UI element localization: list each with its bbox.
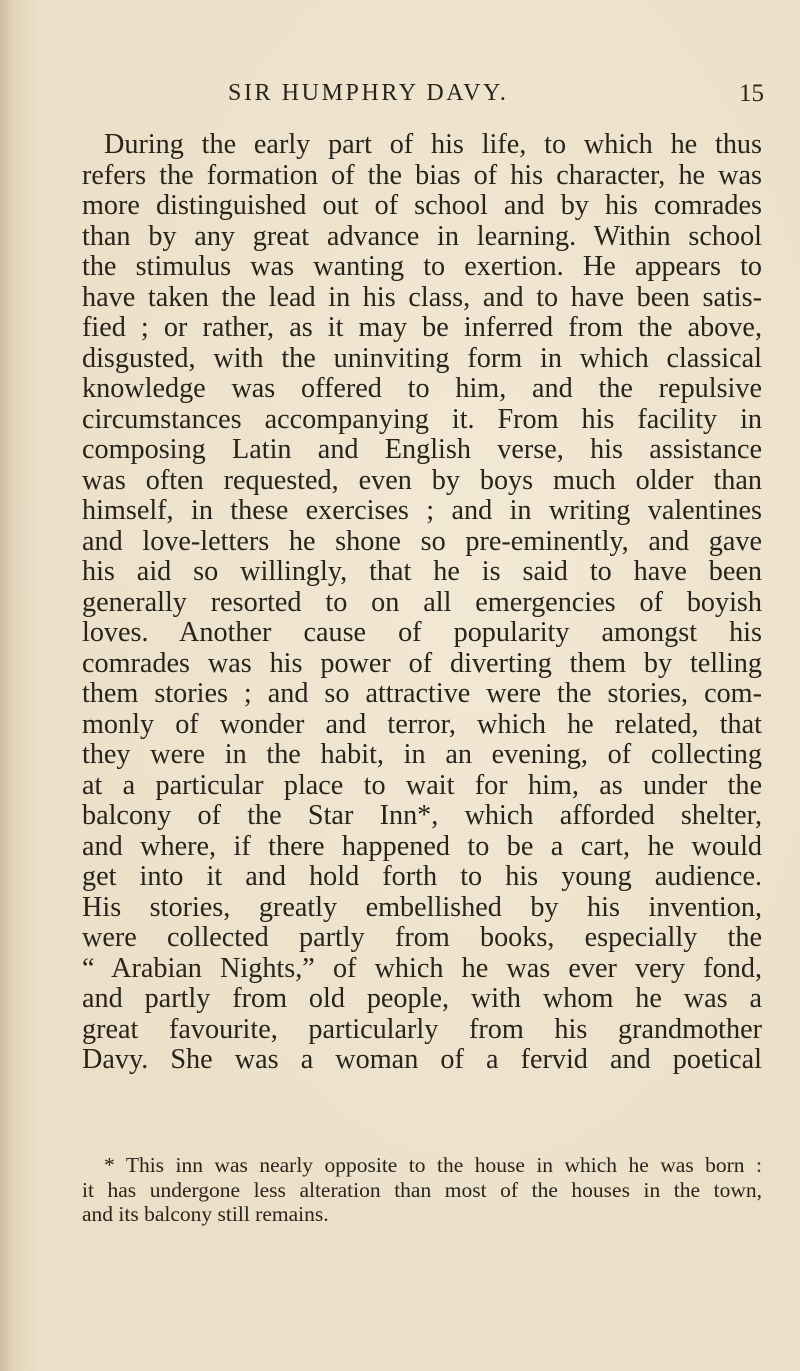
text-line: the stimulus was wanting to exertion. He appears to: [82, 251, 762, 282]
text-line: generally resorted to on all emergencies of boyish: [82, 586, 762, 618]
text-line: and where, if there happened to be a cart, he would: [82, 830, 762, 862]
text-line: they were in the habit, in an evening, of collecting: [82, 739, 762, 770]
running-head-title: SIR HUMPHRY DAVY.: [228, 80, 509, 106]
text-line: Davy. She was a woman of a fervid and poetical: [82, 1044, 762, 1075]
text-line: great favourite, particularly from his grandmother: [82, 1013, 762, 1045]
text-line: his aid so willingly, that he is said to have been: [82, 556, 762, 587]
text-line: During the early part of his life, to which he thus: [104, 129, 762, 160]
text-line: was often requested, even by boys much older than: [82, 464, 762, 496]
footnote-line: and its balcony still remains.: [82, 1202, 329, 1226]
text-line: loves. Another cause of popularity amongst his: [82, 617, 762, 648]
running-head: [0, 80, 800, 120]
text-line: get into it and hold forth to his young audience.: [82, 861, 762, 892]
text-line: them stories ; and so attractive were the stories, com-: [82, 678, 762, 709]
text-line: circumstances accompanying it. From his facility in: [82, 403, 762, 435]
footnote-line: it has undergone less alteration than most of the houses in the town,: [82, 1177, 762, 1202]
text-line: and partly from old people, with whom he was a: [82, 983, 762, 1014]
text-line: His stories, greatly embellished by his invention,: [82, 891, 762, 923]
text-line: refers the formation of the bias of his character, he was: [82, 159, 762, 191]
text-line: monly of wonder and terror, which he related, that: [82, 708, 762, 740]
text-line: more distinguished out of school and by his comrades: [82, 190, 762, 221]
text-line: disgusted, with the uninviting form in which classical: [82, 342, 762, 374]
text-line: and love-letters he shone so pre-eminently, and gave: [82, 525, 762, 557]
text-line: “ Arabian Nights,” of which he was ever very fond,: [82, 952, 762, 984]
text-line: than by any great advance in learning. Within school: [82, 220, 762, 252]
footnote-line: * This inn was nearly opposite to the house in which he was born :: [104, 1153, 762, 1177]
text-line: knowledge was offered to him, and the repulsive: [82, 373, 762, 404]
text-line: comrades was his power of diverting them by telling: [82, 647, 762, 679]
text-line: balcony of the Star Inn*, which afforded shelter,: [82, 800, 762, 831]
text-line: were collected partly from books, especially the: [82, 922, 762, 953]
text-line: composing Latin and English verse, his assistance: [82, 434, 762, 465]
footnote: [82, 1153, 762, 1227]
text-line: at a particular place to wait for him, as under the: [82, 769, 762, 801]
text-line: fied ; or rather, as it may be inferred from the above,: [82, 312, 762, 343]
page-number: 15: [739, 80, 764, 107]
text-line: have taken the lead in his class, and to have been satis-: [82, 281, 762, 313]
text-line: himself, in these exercises ; and in writing valentines: [82, 495, 762, 526]
body-text: [82, 130, 762, 1076]
